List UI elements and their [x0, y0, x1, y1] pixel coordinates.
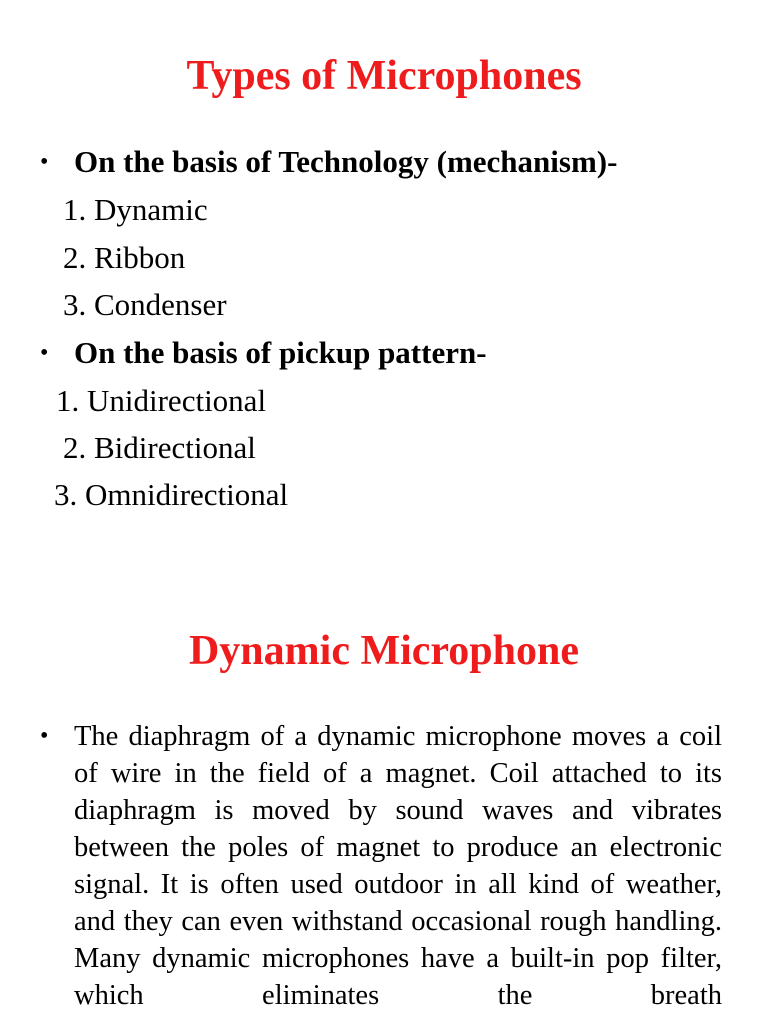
list-item-omnidirectional: 3. Omnidirectional	[54, 477, 289, 512]
list-item-dynamic: 1. Dynamic	[63, 192, 208, 227]
section-title-types: Types of Microphones	[186, 53, 582, 99]
list-item-unidirectional: 1. Unidirectional	[56, 383, 267, 418]
bullet-dot-icon: •	[40, 340, 49, 366]
list-item-bidirectional: 2. Bidirectional	[63, 430, 256, 465]
bullet-label-technology: On the basis of Technology (mechanism)-	[74, 144, 618, 179]
dynamic-paragraph: The diaphragm of a dynamic microphone moves a coil of wire in the field of a magnet. Coil attached to its diaphragm is moved by sound waves and vibrates between the poles of magnet to produce an electronic signal. It is often used outdoor in all kind of weather, and they can even withstand occasional rough handling. Many dynamic microphones have a built-in pop filter, which eliminates the breath	[74, 721, 722, 1011]
bullet-technology	[40, 144, 617, 180]
dynamic-description	[40, 718, 722, 1014]
bullet-pickup-pattern	[40, 335, 487, 371]
list-item-ribbon: 2. Ribbon	[63, 240, 186, 275]
bullet-label-pickup: On the basis of pickup pattern-	[74, 335, 487, 370]
bullet-dot-icon: •	[40, 149, 49, 175]
list-item-condenser: 3. Condenser	[63, 287, 227, 322]
bullet-dot-icon: •	[40, 723, 49, 749]
section-title-dynamic: Dynamic Microphone	[188, 628, 580, 674]
